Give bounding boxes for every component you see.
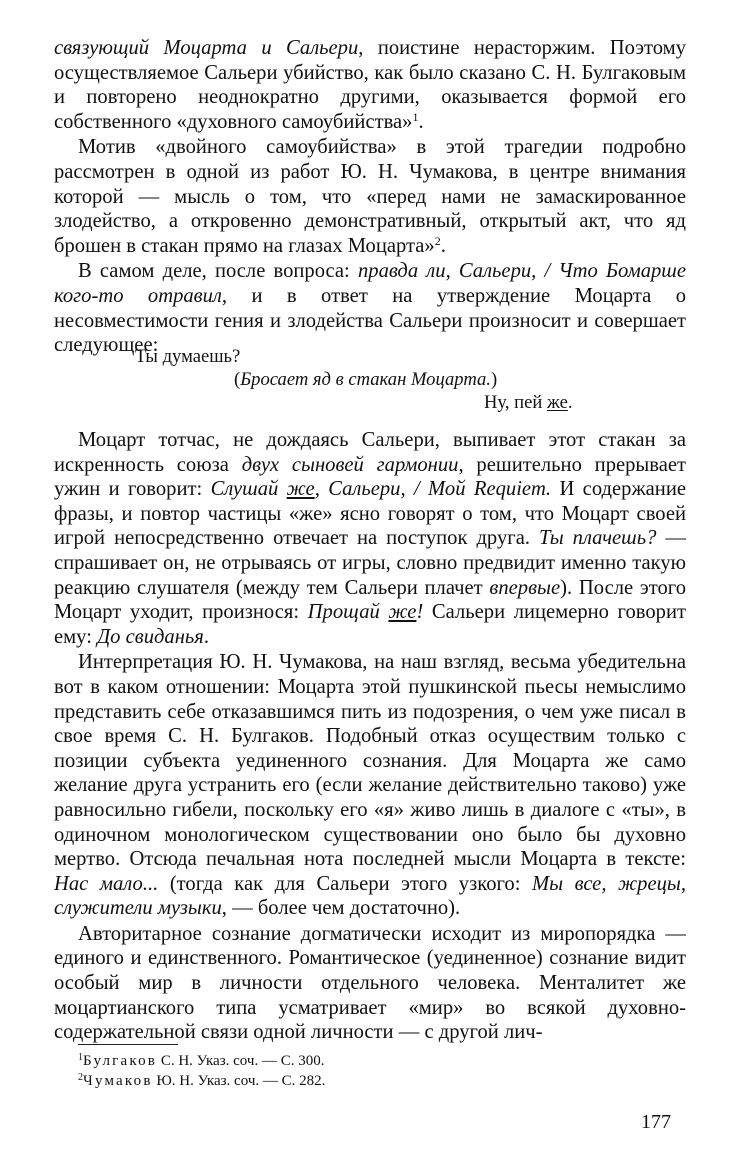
text-block-main — [54, 428, 686, 1045]
text-run: ( — [234, 369, 241, 390]
text-run: Прощай — [307, 601, 389, 624]
underlined-word: же — [286, 478, 315, 501]
italic-phrase: связующий Моцарта и Сальери — [54, 37, 359, 59]
text-run: Мотив «двойного самоубийства» в этой трагедии подробно рассмотрен в одной из работ Ю. Н. Чумакова, в центре внимания которой — мысль о том, что «перед нами не замаскированное злодейство, а откровенно демонстративный, открытый акт, что яд брошен в стакан прямо на глазах Моцарта» — [54, 136, 686, 257]
text-run: . — [440, 234, 446, 257]
underlined-word: же — [546, 392, 568, 413]
page-number: 177 — [641, 1111, 671, 1133]
footnote-number: 1 — [78, 1052, 83, 1063]
text-run: . — [418, 110, 424, 133]
stage-direction: Бросает яд в стакан Моцарта. — [240, 369, 491, 390]
text-run: ). После этого Моцарт уходит, произнося: — [54, 576, 686, 624]
text-run: Моцарт тотчас, не дождаясь Сальери, выпивает этот стакан за искренность союза — [54, 429, 686, 476]
verse-line-2 — [234, 368, 497, 393]
underlined-word: же — [388, 601, 417, 624]
paragraph-2 — [54, 135, 686, 258]
footnote-ref-2: 2 — [434, 233, 441, 248]
footnote-ref-1: 1 — [412, 109, 419, 124]
footnote-1 — [78, 1052, 325, 1072]
text-run: ! — [416, 601, 424, 624]
text-run: ) — [490, 369, 498, 390]
italic-quote — [308, 601, 424, 623]
italic-quote: Нас мало... — [54, 872, 159, 895]
footnote-text: С. Н. Указ. соч. — С. 300. — [157, 1053, 325, 1069]
footnotes — [78, 1052, 325, 1091]
italic-quote — [211, 478, 552, 500]
text-run: (тогда как для Сальери этого узкого: — [158, 872, 532, 895]
footnote-2 — [78, 1072, 325, 1092]
footnote-number: 2 — [78, 1071, 83, 1083]
italic-word: впервые — [489, 576, 561, 599]
italic-quote: правда ли, Сальери, / Что Бомарше кого-то отравил — [54, 260, 686, 307]
paragraph-6 — [54, 922, 686, 1045]
text-run: Слушай — [210, 478, 287, 501]
footnote-author: Чумаков — [83, 1072, 153, 1089]
text-run: — спрашивает он, не отрываясь от игры, словно предвидит именно такую реакцию слушателя (между тем Сальери плачет — [54, 527, 686, 599]
text-run: И содержание фразы, и повтор частицы «же» ясно говорят о том, что Моцарт своей игрой непосредственно отвечает на поступок друга. — [54, 478, 686, 550]
text-run: В самом деле, после вопроса: — [78, 260, 358, 283]
text-run: Интерпретация Ю. Н. Чумакова, на наш взгляд, весьма убедительна вот в каком отношении: Моцарта этой пушкинской пьесы немыслимо представить себе отказавшимся пить из подозрения, о чем уже писал в свое время С. Н. Булгаков. Подобный отказ осуществим только с позиции субъекта уединенного сознания. Для Моцарта же само желание друга устранить его (если желание действительно таково) уже равносильно гибели, поскольку его «я» живо лишь в диалоге с «ты», в одиночном монологическом существовании оно было бы духовно мертво. Отсюда печальная нота последней мысли Моцарта в тексте: — [54, 651, 686, 871]
italic-quote: До свиданья — [97, 625, 204, 648]
text-run: . — [203, 625, 210, 648]
paragraph-1 — [54, 36, 686, 134]
verse-line-3 — [484, 391, 572, 416]
paragraph-4 — [54, 428, 686, 649]
text-run: , решительно прерывает ужин и говорит: — [54, 453, 686, 501]
italic-quote: Ты плачешь? — [539, 527, 657, 550]
text-run: , и в ответ на утверждение Моцарта о несовместимости гения и злодейства Сальери произносит и совершает следующее: — [54, 284, 686, 357]
text-block-top — [54, 36, 686, 358]
paragraph-3 — [54, 259, 686, 357]
italic-quote: Мы все, жрецы, служители музыки — [54, 872, 687, 920]
verse-line-1: Ты думаешь? — [135, 346, 241, 367]
footnote-author: Булгаков — [83, 1053, 158, 1069]
italic-phrase: двух сыновей гармонии — [241, 453, 459, 476]
footnote-divider — [78, 1044, 178, 1045]
text-run: , поистине нерасторжим. Поэтому осуществляемое Сальери убийство, как было сказано С. Н. Булгаковым и повторено неоднократно другими, оказывается формой его собственного «духовного самоубийства» — [54, 37, 686, 133]
text-run: , — более чем достаточно). — [221, 897, 461, 920]
text-run: Авторитарное сознание догматически исходит из миропорядка — единого и единственного. Романтическое (уединенное) сознание видит особый мир в личности отдельного человека. Менталитет же моцартианского типа усматривает «мир» во всякой духовно-содержательной связи одной личности — с другой лич- — [54, 922, 686, 1044]
text-run: Сальери лицемерно говорит ему: — [54, 601, 686, 648]
paragraph-5 — [54, 650, 686, 921]
text-run: . — [567, 392, 573, 413]
text-run: , Сальери, / Мой Requiem. — [314, 478, 552, 501]
text-run: Ну, пей — [484, 392, 547, 413]
footnote-text: Ю. Н. Указ. соч. — С. 282. — [152, 1072, 326, 1089]
